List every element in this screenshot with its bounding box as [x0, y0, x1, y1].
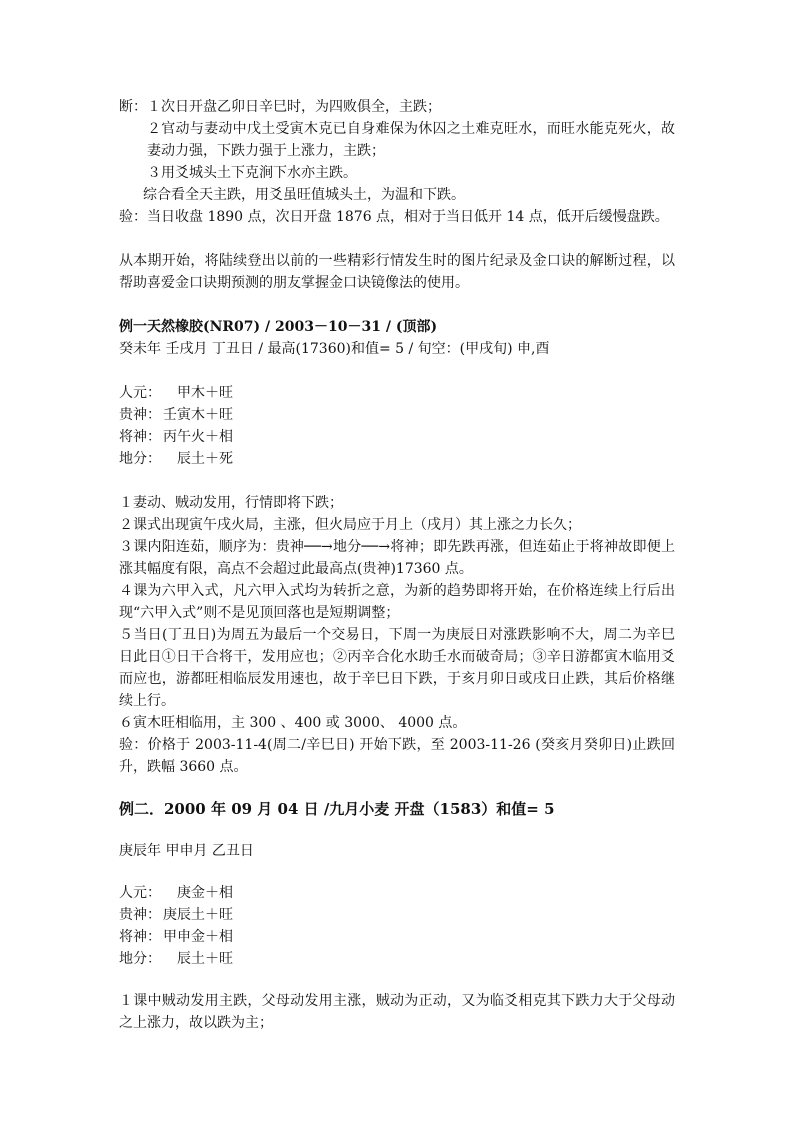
- example-2-heading: 例二．2000 年 09 月 04 日 /九月小麦 开盘（1583）和值= 5: [119, 800, 555, 818]
- example-2-info: 庚辰年 甲申月 乙丑日: [119, 843, 254, 859]
- judgement-line-2: ２官动与妻动中戊土受寅木克已自身难保为休囚之土难克旺水，而旺水能克死火，故妻动力强，下跌力强于上涨力，主跌；: [147, 121, 675, 159]
- row-label: 贵神：: [119, 907, 161, 923]
- example-2-row-guishen: [119, 904, 675, 926]
- example-1-point-2: ２课式出现寅午戌火局，主涨，但火局应于月上（戌月）其上涨之力长久；: [119, 517, 581, 533]
- judgement-summary: 综合看全天主跌，用爻虽旺值城头土，为温和下跌。: [143, 187, 465, 203]
- example-2-point-1: １课中贼动发用主跌，父母动发用主涨，贼动为正动，又为临爻相克其下跌力大于父母动之上涨力，故以跌为主；: [119, 993, 675, 1031]
- row-value: 甲申金＋相: [163, 929, 233, 945]
- example-1-point-3: ３课内阳连茹，顺序为：贵神──→地分──→将神；即先跌再涨，但连茹止于将神故即便上涨其幅度有限，高点不会超过此最高点(贵神)17360 点。: [119, 539, 675, 577]
- example-2-row-jiangshen: [119, 926, 675, 948]
- row-value: 辰土＋死: [177, 451, 233, 467]
- example-1-info: 癸未年 壬戌月 丁丑日 / 最高(17360)和值= 5 / 旬空：(甲戌旬) 申,酉: [119, 341, 550, 357]
- example-2-row-difen: [119, 948, 675, 970]
- row-label: 人元：: [119, 885, 161, 901]
- example-1-point-4: ４课为六甲入式，凡六甲入式均为转折之意，为新的趋势即将开始，在价格连续上行后出现“六甲入式”则不是见顶回落也是短期调整；: [119, 583, 675, 621]
- example-1-row-guishen: [119, 404, 675, 426]
- verification-paragraph: 验：当日收盘 1890 点，次日开盘 1876 点，相对于当日低开 14 点，低开后缓慢盘跌。: [119, 209, 669, 225]
- row-label: 贵神：: [119, 407, 161, 423]
- example-1-table: [119, 382, 675, 470]
- row-label: 将神：: [119, 429, 161, 445]
- row-value: 庚金＋相: [177, 885, 233, 901]
- example-1-verification: 验：价格于 2003-11-4(周二/辛巳日) 开始下跌，至 2003-11-26 (癸亥月癸卯日)止跌回升，跌幅 3660 点。: [119, 737, 675, 775]
- row-value: 壬寅木＋旺: [163, 407, 233, 423]
- row-value: 辰土＋旺: [177, 951, 233, 967]
- example-1-row-jiangshen: [119, 426, 675, 448]
- example-1-row-difen: [119, 448, 675, 470]
- intro-paragraph: 从本期开始，将陆续登出以前的一些精彩行情发生时的图片纪录及金口诀的解断过程，以帮助喜爱金口诀期预测的朋友掌握金口诀镜像法的使用。: [119, 253, 675, 291]
- row-label: 人元：: [119, 385, 161, 401]
- example-1-row-renyuan: [119, 382, 675, 404]
- row-label: 地分：: [119, 451, 161, 467]
- row-value: 丙午火＋相: [163, 429, 233, 445]
- row-label: 将神：: [119, 929, 161, 945]
- judgement-line-1: 断：１次日开盘乙卯日辛巳时，为四败俱全，主跌；: [119, 99, 441, 115]
- example-2-table: [119, 882, 675, 970]
- row-label: 地分：: [119, 951, 161, 967]
- row-value: 甲木＋旺: [177, 385, 233, 401]
- row-value: 庚辰土＋旺: [163, 907, 233, 923]
- example-1-point-5: ５当日(丁丑日)为周五为最后一个交易日，下周一为庚辰日对涨跌影响不大，周二为辛巳日此日①日干合将干，发用应也；②丙辛合化水助壬水而破奇局；③辛日游都寅木临用爻而应也，游都旺相临辰发用速也，故于辛巳日下跌，于亥月卯日或戌日止跌，其后价格继续上行。: [119, 627, 675, 709]
- example-1-point-1: １妻动、贼动发用，行情即将下跌；: [119, 495, 343, 511]
- judgement-line-3: ３用爻城头土下克涧下水亦主跌。: [147, 165, 357, 181]
- example-1-heading: 例一天然橡胶(NR07) / 2003－10－31 / (顶部): [119, 319, 438, 335]
- example-1-point-6: ６寅木旺相临用，主 300 、400 或 3000、 4000 点。: [119, 715, 467, 731]
- example-2-row-renyuan: [119, 882, 675, 904]
